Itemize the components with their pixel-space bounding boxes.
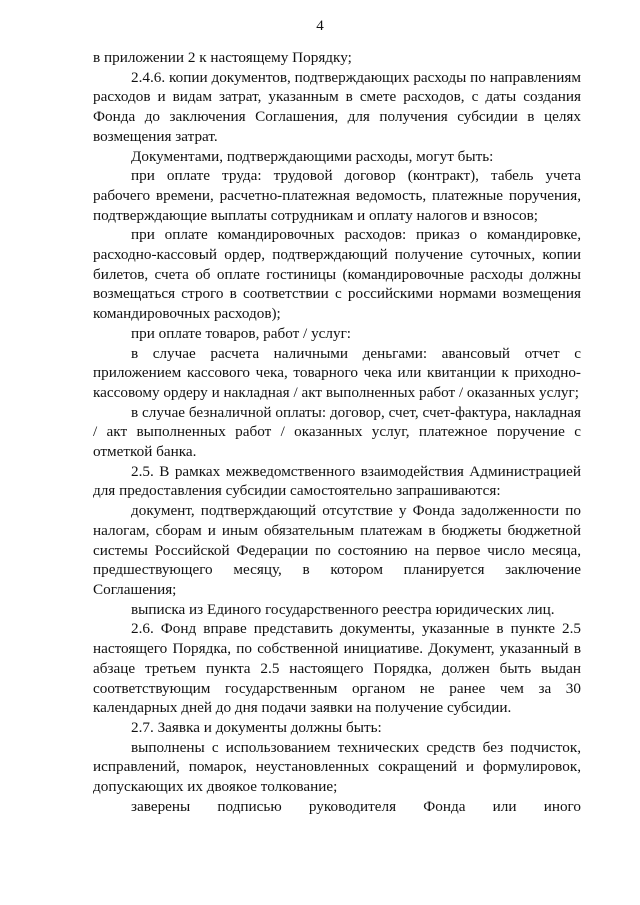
paragraph-cashless-payment: в случае безналичной оплаты: договор, счет, счет-фактура, накладная / акт выполненных работ / оказанных услуг, платежное поручение с отметкой банка. <box>93 403 581 461</box>
paragraph-cash-payment: в случае расчета наличными деньгами: авансовый отчет с приложением кассового чека, товарного чека или квитанции к приходно-кассовому ордеру и накладная / акт выполненных работ / оказанных услуг; <box>93 344 581 401</box>
paragraph-2-4-6: 2.4.6. копии документов, подтверждающих расходы по направлениям расходов и видам затрат, указанным в смете расходов, с даты создания Фонда до заключения Соглашения, для получения субсидии в целях возмещения затрат. <box>93 68 581 145</box>
document-body <box>93 48 581 816</box>
paragraph-continuation: в приложении 2 к настоящему Порядку; <box>93 49 352 66</box>
paragraph-2-6: 2.6. Фонд вправе представить документы, указанные в пункте 2.5 настоящего Порядка, по собственной инициативе. Документ, указанный в абзаце третьем пункта 2.5 настоящего Порядка, должен быть выдан соответствующим государственным органом не ранее чем за 30 календарных дней до дня подачи заявки на получение субсидии. <box>93 620 581 717</box>
paragraph-goods-services-intro: при оплате товаров, работ / услуг: <box>131 324 352 342</box>
paragraph-labor-payment: при оплате труда: трудовой договор (контракт), табель учета рабочего времени, расчетно-платежная ведомость, платежные поручения, подтверждающие выплаты сотрудникам и оплату налогов и взносов; <box>93 167 581 224</box>
paragraph-signature-requirement: заверены подписью руководителя Фонда или иного <box>131 797 581 815</box>
page-number: 4 <box>316 18 324 34</box>
paragraph-2-5: 2.5. В рамках межведомственного взаимодействия Администрацией для предоставления субсидии самостоятельно запрашиваются: <box>93 462 581 500</box>
paragraph-2-7: 2.7. Заявка и документы должны быть: <box>131 718 382 736</box>
paragraph-technical-requirements: выполнены с использованием технических средств без подчисток, исправлений, помарок, неустановленных сокращений и формулировок, допускающих их двоякое толкование; <box>93 738 581 796</box>
paragraph-travel-expenses: при оплате командировочных расходов: приказ о командировке, расходно-кассовый ордер, подтверждающий получение суточных, копии билетов, счета об оплате гостиницы (командировочные расходы должны возмещаться строго в соответствии с российскими нормами возмещения командировочных расходов); <box>93 226 581 323</box>
paragraph-no-debt-document: документ, подтверждающий отсутствие у Фонда задолженности по налогам, сборам и иным обязательным платежам в бюджеты бюджетной системы Российской Федерации по состоянию на первое число месяца, предшествующего месяцу, в котором планируется заключение Соглашения; <box>93 502 581 598</box>
paragraph-expense-documents-intro: Документами, подтверждающими расходы, могут быть: <box>131 147 494 165</box>
paragraph-registry-extract: выписка из Единого государственного реестра юридических лиц. <box>131 600 555 618</box>
